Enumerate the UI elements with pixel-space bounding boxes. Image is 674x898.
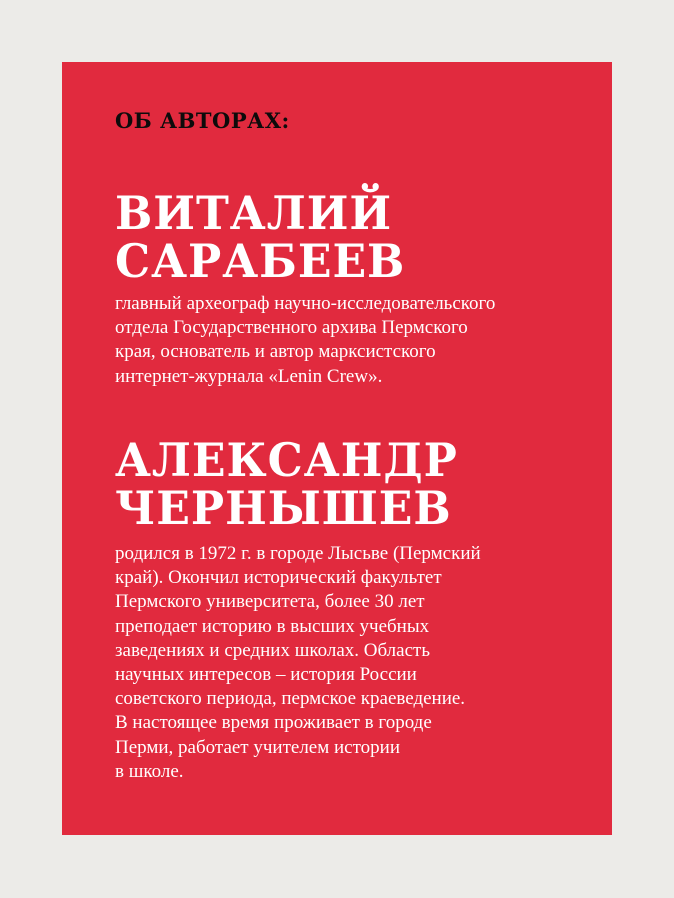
bio-line: отдела Государственного архива Пермского — [115, 317, 468, 339]
author-bio-chernyshev — [115, 542, 575, 784]
bio-line: Перми, работает учителем истории — [115, 736, 400, 758]
bio-line: В настоящее время проживает в городе — [115, 712, 432, 734]
author-name-line: ВИТАЛИЙ — [115, 186, 393, 240]
bio-line: Пермского университета, более 30 лет — [115, 591, 425, 613]
author-info-panel — [62, 62, 612, 835]
author-name-line: ЧЕРНЫШЕВ — [115, 481, 452, 535]
bio-line: советского периода, пермское краеведение. — [115, 688, 466, 710]
bio-line: интернет-журнала «Lenin Crew». — [115, 365, 383, 387]
author-name-line: САРАБЕЕВ — [115, 234, 406, 288]
section-title: ОБ АВТОРАХ: — [115, 108, 290, 133]
bio-line: края, основатель и автор марксистского — [115, 341, 436, 363]
bio-line: край). Окончил исторический факультет — [115, 567, 442, 589]
bio-line: в школе. — [115, 760, 184, 782]
bio-line: научных интересов – история России — [115, 664, 417, 686]
author-name-sarabeev — [115, 186, 406, 288]
bio-line: заведениях и средних школах. Область — [115, 639, 430, 661]
bio-line: преподает историю в высших учебных — [115, 615, 430, 637]
bio-line: родился в 1972 г. в городе Лысьве (Пермский — [115, 543, 481, 564]
author-name-line: АЛЕКСАНДР — [115, 433, 458, 487]
bio-line: главный археограф научно-исследовательского — [115, 293, 496, 314]
author-name-chernyshev — [115, 433, 458, 535]
author-bio-sarabeev — [115, 292, 575, 389]
